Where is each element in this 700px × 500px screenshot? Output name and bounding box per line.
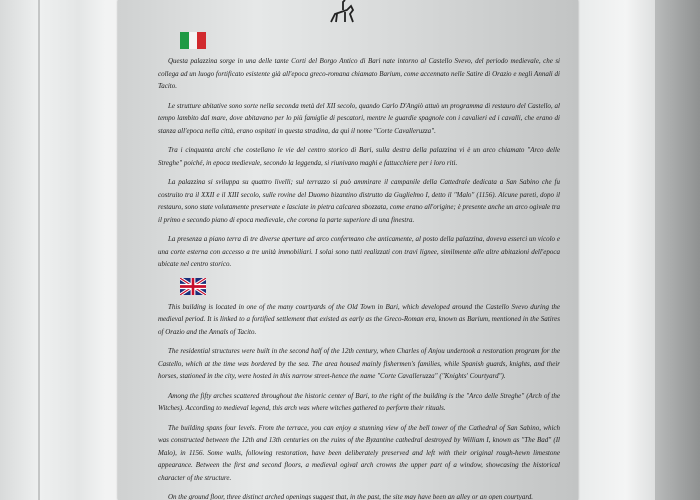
english-paragraph: The building spans four levels. From the terrace, you can enjoy a stunning view of the bell tower of the Cathedral of San Sabino, which was constructed between the 12th and 13th centuries on the ruins of the Byzantine cathedral destroyed by William I, known as "The Bad" (Il Malo), in 1156. Some walls, following restoration, have been deliberately preserved and left with their original rough-hewn limestone appearance. Between the first and second floors, a medieval ogival arch crowns the upper part of a window, showcasing the historical character of the structure. — [158, 423, 560, 482]
english-paragraph: The residential structures were built in the second half of the 12th century, when Charles of Anjou undertook a restoration program for the Castello, which at the time was bordered by the sea. The area housed mainly fishermen's families, while Spanish guards, knights, and their horses, stationed in the city, were hosted in this narrow street-hence the name "Corte Cavalleruzza" ("Knights' Courtyard"). — [158, 347, 560, 380]
italian-paragraph: La presenza a piano terra di tre diverse aperture ad arco confermano che anticamente, al posto della palazzina, doveva esserci un vicolo e una corte esterna con accesso a tre unità immobiliari. I solai sono tutti realizzati con travi lignee, similmente alle altre abitazioni dell'epoca ubicate nel centro storico. — [158, 235, 560, 268]
italian-paragraph: Questa palazzina sorge in una delle tante Corti del Borgo Antico di Bari nate intorno al Castello Svevo, del periodo medievale, che si collega ad un luogo fortificato esistente già all'epoca greco-romana chiamato Barium, come accennato nelle Satire di Orazio e negli Annali di Tacito. — [158, 57, 560, 90]
english-text — [158, 301, 560, 500]
wall — [655, 0, 700, 500]
italian-flag-icon — [180, 32, 206, 49]
knight-on-horse-logo-icon — [323, 0, 363, 24]
italian-text — [158, 55, 560, 271]
uk-flag-icon — [180, 278, 206, 295]
picture-frame-mat-right — [578, 0, 658, 500]
sign-content — [158, 32, 560, 500]
sign-paper — [118, 0, 578, 500]
frame-edge — [38, 0, 40, 500]
english-paragraph: Among the fifty arches scattered throughout the historic center of Bari, to the right of the building is the "Arco delle Streghe" (Arch of the Witches). According to medieval legend, this arch was where witches gathered to perform their rituals. — [158, 391, 560, 412]
english-paragraph: This building is located in one of the many courtyards of the Old Town in Bari, which developed around the Castello Svevo during the medieval period. It is linked to a fortified settlement that existed as early as the Greco-Roman era, known as Barium, mentioned in the Satires of Orazio and the Annals of Tacito. — [158, 302, 560, 336]
italian-paragraph: Tra i cinquanta archi che costellano le vie del centro storico di Bari, sulla destra della palazzina vi è un arco chiamato "Arco delle Streghe" poiché, in epoca medievale, secondo la leggenda, si riunivano maghi e fattucchiere per i loro riti. — [158, 146, 560, 167]
english-paragraph: On the ground floor, three distinct arched openings suggest that, in the past, the site may have been an alley or an open courtyard. — [168, 493, 534, 500]
italian-paragraph: La palazzina si sviluppa su quattro livelli; sul terrazzo si può ammirare il campanile della Cattedrale dedicata a San Sabino che fu costruito tra il XXII e il XIII secolo, sulle rovine del Duomo bizantino distrutto da Guglielmo I, detto il "Malo" (1156). Alcune pareti, dopo il restauro, sono state volutamente preservate e lasciate in pietra calcarea sbozzata, come erano all'origine; è presente anche un arco ogivale tra il primo e secondo piano di epoca medievale, che corona la parte superiore di una finestra. — [158, 178, 560, 224]
italian-paragraph: Le strutture abitative sono sorte nella seconda metà del XII secolo, quando Carlo D'Angiò attuò un programma di restauro del Castello, al tempo lambito dal mare, dove abitavano per lo più famiglie di pescatori, mentre le guardie spagnole con i cavalieri ed i cavalli, che erano di stanza all'epoca nella città, erano ospitati in questa stradina, da qui il nome "Corte Cavalleruzza". — [158, 101, 560, 135]
